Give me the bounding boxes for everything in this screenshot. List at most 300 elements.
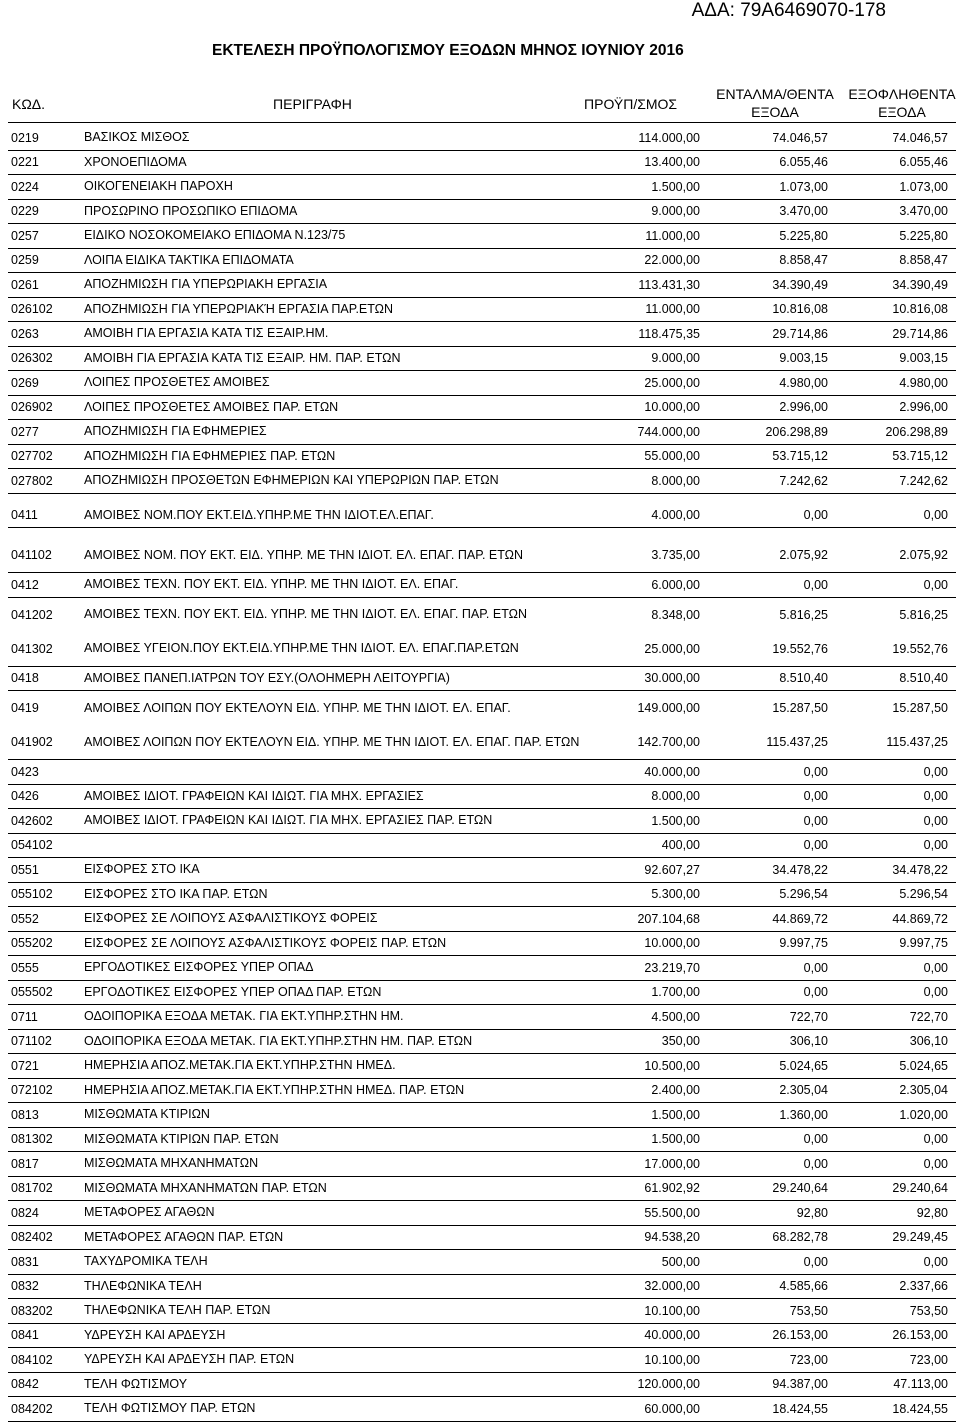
table-row: [8, 931, 956, 956]
row-paid: 0,00: [828, 760, 956, 785]
row-description: ΕΙΣΦΟΡΕΣ ΣΕ ΛΟΙΠΟΥΣ ΑΣΦΑΛΙΣΤΙΚΟΥΣ ΦΟΡΕΙΣ: [78, 907, 600, 932]
row-description: ΧΡΟΝΟΕΠΙΔΟΜΑ: [78, 150, 600, 175]
table-row: [8, 1152, 956, 1177]
row-ordered: 2.996,00: [700, 395, 828, 420]
row-ordered: 4.980,00: [700, 371, 828, 396]
row-budget: 6.000,00: [600, 573, 700, 598]
table-row: [8, 1201, 956, 1226]
header-ordered: [712, 85, 838, 121]
row-spacer: [8, 528, 956, 539]
row-paid: 34.478,22: [828, 858, 956, 883]
page-title: ΕΚΤΕΛΕΣΗ ΠΡΟΫΠΟΛΟΓΙΣΜΟΥ ΕΞΟΔΩΝ ΜΗΝΟΣ ΙΟΥΝΙΟΥ 2016: [212, 42, 684, 59]
row-code: 0263: [8, 322, 78, 347]
row-ordered: 1.073,00: [700, 175, 828, 200]
table-row: [8, 666, 956, 691]
row-paid: 10.816,08: [828, 297, 956, 322]
row-code: 0257: [8, 224, 78, 249]
row-paid: 5.225,80: [828, 224, 956, 249]
table-row: [8, 1250, 956, 1275]
row-description: ΤΗΛΕΦΩΝΙΚΑ ΤΕΛΗ: [78, 1274, 600, 1299]
row-paid: 26.153,00: [828, 1323, 956, 1348]
row-description: ΜΙΣΘΩΜΑΤΑ ΜΗΧΑΝΗΜΑΤΩΝ ΠΑΡ. ΕΤΩΝ: [78, 1176, 600, 1201]
row-code: 0552: [8, 907, 78, 932]
row-budget: 61.902,92: [600, 1176, 700, 1201]
row-paid: 8.510,40: [828, 666, 956, 691]
row-description: ΛΟΙΠΕΣ ΠΡΟΣΘΕΤΕΣ ΑΜΟΙΒΕΣ ΠΑΡ. ΕΤΩΝ: [78, 395, 600, 420]
row-budget: 1.500,00: [600, 1127, 700, 1152]
row-ordered: 1.360,00: [700, 1103, 828, 1128]
row-description: ΜΕΤΑΦΟΡΕΣ ΑΓΑΘΩΝ ΠΑΡ. ΕΤΩΝ: [78, 1225, 600, 1250]
row-description: ΑΜΟΙΒΕΣ ΥΓΕΙΟΝ.ΠΟΥ ΕΚΤ.ΕΙΔ.ΥΠΗΡ.ΜΕ ΤΗΝ ΙΔΙΟΤ. ΕΛ. ΕΠΑΓ.ΠΑΡ.ΕΤΩΝ: [78, 632, 600, 667]
row-budget: 1.500,00: [600, 809, 700, 834]
row-paid: 9.997,75: [828, 931, 956, 956]
row-code: 0551: [8, 858, 78, 883]
row-description: [78, 760, 600, 785]
table-row: [8, 632, 956, 667]
row-code: 0555: [8, 956, 78, 981]
row-description: ΑΜΟΙΒΕΣ ΙΔΙΟΤ. ΓΡΑΦΕΙΩΝ ΚΑΙ ΙΔΙΩΤ. ΓΙΑ ΜΗΧ. ΕΡΓΑΣΙΕΣ ΠΑΡ. ΕΤΩΝ: [78, 809, 600, 834]
row-description: ΤΕΛΗ ΦΩΤΙΣΜΟΥ ΠΑΡ. ΕΤΩΝ: [78, 1397, 600, 1422]
table-row: [8, 980, 956, 1005]
row-ordered: 722,70: [700, 1005, 828, 1030]
row-code: 0711: [8, 1005, 78, 1030]
row-paid: 5.816,25: [899, 607, 948, 622]
header-budget: ΠΡΟΫΠ/ΣΜΟΣ: [584, 96, 678, 112]
row-budget: 10.100,00: [600, 1299, 700, 1324]
header-paid-line1: ΕΞΟΦΛΗΘΕΝΤΑ: [848, 86, 956, 102]
header-ordered-line2: ΕΞΟΔΑ: [751, 104, 799, 120]
row-ordered: 68.282,78: [700, 1225, 828, 1250]
row-paid: 0,00: [828, 809, 956, 834]
row-code: 0817: [8, 1152, 78, 1177]
row-budget: 10.100,00: [600, 1348, 700, 1373]
table-row: [8, 1176, 956, 1201]
table-row: [8, 1054, 956, 1079]
row-budget: 744.000,00: [600, 420, 700, 445]
header-code: ΚΩΔ.: [12, 96, 46, 112]
row-budget: 94.538,20: [600, 1225, 700, 1250]
row-paid: 3.470,00: [828, 199, 956, 224]
document-id: ΑΔΑ: 79Α6469070-178: [691, 0, 886, 21]
row-budget: 92.607,27: [600, 858, 700, 883]
row-budget: 30.000,00: [600, 666, 700, 691]
table-row: [8, 1348, 956, 1373]
row-ordered: 2.075,92: [700, 538, 828, 573]
table-row: [8, 469, 956, 494]
spacer-cell: [8, 493, 956, 504]
row-ordered: 0,00: [700, 784, 828, 809]
row-description: ΒΑΣΙΚΟΣ ΜΙΣΘΟΣ: [78, 126, 600, 150]
row-description: ΑΠΟΖΗΜΙΩΣΗ ΠΡΟΣΘΕΤΩΝ ΕΦΗΜΕΡΙΩΝ ΚΑΙ ΥΠΕΡΩΡΙΩΝ ΠΑΡ. ΕΤΩΝ: [78, 469, 600, 494]
row-budget: 22.000,00: [600, 248, 700, 273]
row-description: ΑΜΟΙΒΕΣ ΝΟΜ.ΠΟΥ ΕΚΤ.ΕΙΔ.ΥΠΗΡ.ΜΕ ΤΗΝ ΙΔΙΟΤ.ΕΛ.ΕΠΑΓ.: [78, 504, 600, 528]
row-paid: 0,00: [828, 1152, 956, 1177]
row-paid: 0,00: [828, 784, 956, 809]
row-paid: 15.287,50: [892, 701, 948, 715]
row-description: ΠΡΟΣΩΡΙΝΟ ΠΡΟΣΩΠΙΚΟ ΕΠΙΔΟΜΑ: [78, 199, 600, 224]
row-ordered: 10.816,08: [700, 297, 828, 322]
row-budget: 25.000,00: [600, 371, 700, 396]
row-description: ΤΗΛΕΦΩΝΙΚΑ ΤΕΛΗ ΠΑΡ. ΕΤΩΝ: [78, 1299, 600, 1324]
row-code: 0426: [8, 784, 78, 809]
row-budget: 5.300,00: [600, 882, 700, 907]
table-header: [8, 85, 958, 121]
row-paid: 0,00: [828, 956, 956, 981]
table-row: [8, 199, 956, 224]
row-paid: 29.249,45: [828, 1225, 956, 1250]
row-code: 0259: [8, 248, 78, 273]
row-spacer: [8, 493, 956, 504]
row-code: 0832: [8, 1274, 78, 1299]
row-description: ΜΙΣΘΩΜΑΤΑ ΜΗΧΑΝΗΜΑΤΩΝ: [78, 1152, 600, 1177]
row-ordered: 0,00: [700, 504, 828, 528]
row-ordered: 0,00: [700, 1152, 828, 1177]
row-description: ΕΡΓΟΔΟΤΙΚΕΣ ΕΙΣΦΟΡΕΣ ΥΠΕΡ ΟΠΑΔ: [78, 956, 600, 981]
row-code: 072102: [8, 1078, 78, 1103]
row-paid: 753,50: [828, 1299, 956, 1324]
row-code: 081302: [8, 1127, 78, 1152]
row-ordered: 9.003,15: [700, 346, 828, 371]
row-budget: 4.000,00: [600, 504, 700, 528]
row-budget: 10.000,00: [600, 931, 700, 956]
row-budget: 32.000,00: [600, 1274, 700, 1299]
row-ordered: 5.225,80: [700, 224, 828, 249]
row-paid: 115.437,25: [828, 725, 956, 760]
row-code: 084102: [8, 1348, 78, 1373]
row-ordered: 19.552,76: [700, 632, 828, 667]
row-description: ΕΙΣΦΟΡΕΣ ΣΤΟ ΙΚΑ ΠΑΡ. ΕΤΩΝ: [78, 882, 600, 907]
row-ordered: 8.858,47: [700, 248, 828, 273]
row-description: ΗΜΕΡΗΣΙΑ ΑΠΟΖ.ΜΕΤΑΚ.ΓΙΑ ΕΚΤ.ΥΠΗΡ.ΣΤΗΝ ΗΜΕΔ.: [78, 1054, 600, 1079]
row-code: 0224: [8, 175, 78, 200]
row-code: 054102: [8, 833, 78, 858]
row-description: ΕΙΣΦΟΡΕΣ ΣΤΟ ΙΚΑ: [78, 858, 600, 883]
table-row: [8, 1103, 956, 1128]
row-description: ΑΜΟΙΒΕΣ ΛΟΙΠΩΝ ΠΟΥ ΕΚΤΕΛΟΥΝ ΕΙΔ. ΥΠΗΡ. ΜΕ ΤΗΝ ΙΔΙΟΤ. ΕΛ. ΕΠΑΓ.: [84, 700, 511, 715]
table-row: [8, 126, 956, 150]
row-ordered: 723,00: [700, 1348, 828, 1373]
row-budget: 55.000,00: [600, 444, 700, 469]
row-budget: 350,00: [600, 1029, 700, 1054]
table-row: [8, 273, 956, 298]
row-code: 0418: [8, 666, 78, 691]
row-budget: 1.700,00: [600, 980, 700, 1005]
row-budget: 10.500,00: [600, 1054, 700, 1079]
table-row: [8, 395, 956, 420]
table-row: [8, 346, 956, 371]
row-description: ΑΜΟΙΒΗ ΓΙΑ ΕΡΓΑΣΙΑ ΚΑΤΑ ΤΙΣ ΕΞΑΙΡ. ΗΜ. ΠΑΡ. ΕΤΩΝ: [78, 346, 600, 371]
row-budget: 8.348,00: [651, 607, 700, 622]
row-ordered: 5.024,65: [700, 1054, 828, 1079]
table-row: [8, 956, 956, 981]
row-ordered: 5.816,25: [779, 607, 828, 622]
table-row: [8, 1029, 956, 1054]
table-row: [8, 175, 956, 200]
expense-table: [8, 126, 956, 1422]
row-code: 026902: [8, 395, 78, 420]
row-description: ΗΜΕΡΗΣΙΑ ΑΠΟΖ.ΜΕΤΑΚ.ΓΙΑ ΕΚΤ.ΥΠΗΡ.ΣΤΗΝ ΗΜΕΔ. ΠΑΡ. ΕΤΩΝ: [78, 1078, 600, 1103]
row-ordered: 74.046,57: [700, 126, 828, 150]
row-description: ΕΙΣΦΟΡΕΣ ΣΕ ΛΟΙΠΟΥΣ ΑΣΦΑΛΙΣΤΙΚΟΥΣ ΦΟΡΕΙΣ ΠΑΡ. ΕΤΩΝ: [78, 931, 600, 956]
row-ordered: 34.478,22: [700, 858, 828, 883]
table-row: [8, 858, 956, 883]
row-budget: 13.400,00: [600, 150, 700, 175]
row-description: ΑΠΟΖΗΜΙΩΣΗ ΓΙΑ ΕΦΗΜΕΡΙΕΣ ΠΑΡ. ΕΤΩΝ: [78, 444, 600, 469]
row-code: 0412: [8, 573, 78, 598]
row-budget: 1.500,00: [600, 175, 700, 200]
row-budget: 25.000,00: [600, 632, 700, 667]
table-row: [8, 1372, 956, 1397]
row-paid: 19.552,76: [828, 632, 956, 667]
row-ordered: 115.437,25: [700, 725, 828, 760]
row-paid: 29.240,64: [828, 1176, 956, 1201]
row-code: 0229: [8, 199, 78, 224]
row-code: 071102: [8, 1029, 78, 1054]
row-ordered: 753,50: [700, 1299, 828, 1324]
row-code: 027702: [8, 444, 78, 469]
row-description: ΟΙΚΟΓΕΝΕΙΑΚΗ ΠΑΡΟΧΗ: [78, 175, 600, 200]
row-paid: 2.305,04: [828, 1078, 956, 1103]
row-paid: 206.298,89: [828, 420, 956, 445]
row-paid: 0,00: [828, 980, 956, 1005]
table-row: [8, 1005, 956, 1030]
row-ordered: 0,00: [700, 809, 828, 834]
row-ordered: 29.240,64: [700, 1176, 828, 1201]
table-row: [8, 833, 956, 858]
row-code: 041102: [8, 538, 78, 573]
row-paid: 2.996,00: [828, 395, 956, 420]
row-ordered: 92,80: [700, 1201, 828, 1226]
row-paid: 1.073,00: [828, 175, 956, 200]
row-code: 055202: [8, 931, 78, 956]
row-budget: 400,00: [600, 833, 700, 858]
row-paid: 723,00: [828, 1348, 956, 1373]
row-paid: 34.390,49: [828, 273, 956, 298]
row-code: 041202: [11, 607, 53, 622]
table-row: [8, 725, 956, 760]
row-paid: 9.003,15: [828, 346, 956, 371]
row-ordered: 15.287,50: [772, 701, 828, 715]
row-ordered: 2.305,04: [700, 1078, 828, 1103]
row-ordered: 206.298,89: [700, 420, 828, 445]
row-ordered: 0,00: [700, 956, 828, 981]
row-paid: 5.296,54: [828, 882, 956, 907]
table-row: [8, 150, 956, 175]
row-code: 0423: [8, 760, 78, 785]
table-row: [8, 691, 956, 726]
row-code: 0219: [8, 126, 78, 150]
row-description: ΕΡΓΟΔΟΤΙΚΕΣ ΕΙΣΦΟΡΕΣ ΥΠΕΡ ΟΠΑΔ ΠΑΡ. ΕΤΩΝ: [78, 980, 600, 1005]
row-description: ΑΠΟΖΗΜΙΩΣΗ ΓΙΑ ΥΠΕΡΩΡΙΑΚΉ ΕΡΓΑΣΙΑ ΠΑΡ.ΕΤΩΝ: [78, 297, 600, 322]
table-row: [8, 504, 956, 528]
row-paid: 6.055,46: [828, 150, 956, 175]
row-description: ΟΔΟΙΠΟΡΙΚΑ ΕΞΟΔΑ ΜΕΤΑΚ. ΓΙΑ ΕΚΤ.ΥΠΗΡ.ΣΤΗΝ ΗΜ. ΠΑΡ. ΕΤΩΝ: [78, 1029, 600, 1054]
row-description: ΥΔΡΕΥΣΗ ΚΑΙ ΑΡΔΕΥΣΗ: [78, 1323, 600, 1348]
row-paid: 0,00: [828, 1250, 956, 1275]
table-row: [8, 444, 956, 469]
header-description: ΠΕΡΙΓΡΑΦΗ: [273, 96, 352, 112]
spacer-cell: [8, 528, 956, 539]
row-code: 041302: [8, 632, 78, 667]
row-code: 0261: [8, 273, 78, 298]
table-row: [8, 538, 956, 573]
row-ordered: 306,10: [700, 1029, 828, 1054]
row-paid: 18.424,55: [828, 1397, 956, 1422]
row-paid: 74.046,57: [828, 126, 956, 150]
row-ordered: 94.387,00: [700, 1372, 828, 1397]
row-code: 042602: [8, 809, 78, 834]
expense-table-body: [8, 126, 956, 1421]
table-row: [8, 224, 956, 249]
table-row: [8, 1078, 956, 1103]
row-budget: 23.219,70: [600, 956, 700, 981]
row-paid: 722,70: [828, 1005, 956, 1030]
table-row: [8, 573, 956, 598]
row-code: 0411: [8, 504, 78, 528]
row-code: 026102: [8, 297, 78, 322]
header-paid-line2: ΕΞΟΔΑ: [878, 104, 926, 120]
table-row: [8, 1225, 956, 1250]
row-budget: 11.000,00: [600, 224, 700, 249]
row-description: ΤΑΧΥΔΡΟΜΙΚΑ ΤΕΛΗ: [78, 1250, 600, 1275]
table-row: [8, 907, 956, 932]
row-budget: 60.000,00: [600, 1397, 700, 1422]
row-paid: 5.024,65: [828, 1054, 956, 1079]
row-code: 0419: [11, 701, 39, 715]
row-ordered: 9.997,75: [700, 931, 828, 956]
row-budget: 11.000,00: [600, 297, 700, 322]
row-description: ΟΔΟΙΠΟΡΙΚΑ ΕΞΟΔΑ ΜΕΤΑΚ. ΓΙΑ ΕΚΤ.ΥΠΗΡ.ΣΤΗΝ ΗΜ.: [78, 1005, 600, 1030]
row-budget: 8.000,00: [600, 469, 700, 494]
row-budget: 3.735,00: [600, 538, 700, 573]
row-ordered: 53.715,12: [700, 444, 828, 469]
row-ordered: 6.055,46: [700, 150, 828, 175]
row-description: ΑΜΟΙΒΕΣ ΛΟΙΠΩΝ ΠΟΥ ΕΚΤΕΛΟΥΝ ΕΙΔ. ΥΠΗΡ. ΜΕ ΤΗΝ ΙΔΙΟΤ. ΕΛ. ΕΠΑΓ. ΠΑΡ. ΕΤΩΝ: [78, 725, 600, 760]
header-ordered-line1: ΕΝΤΑΛΜΑ/ΘΕΝΤΑ: [716, 86, 834, 102]
row-ordered: 0,00: [700, 573, 828, 598]
row-code: 055502: [8, 980, 78, 1005]
table-row: [8, 809, 956, 834]
row-code: 0824: [8, 1201, 78, 1226]
header-paid: [844, 85, 960, 121]
row-budget: 500,00: [600, 1250, 700, 1275]
table-row: [8, 882, 956, 907]
row-description: ΕΙΔΙΚΟ ΝΟΣΟΚΟΜΕΙΑΚΟ ΕΠΙΔΟΜΑ Ν.123/75: [78, 224, 600, 249]
row-code: 083202: [8, 1299, 78, 1324]
row-description: ΤΕΛΗ ΦΩΤΙΣΜΟΥ: [78, 1372, 600, 1397]
row-code: 084202: [8, 1397, 78, 1422]
row-code: 082402: [8, 1225, 78, 1250]
row-paid: 4.980,00: [828, 371, 956, 396]
row-budget: 9.000,00: [600, 199, 700, 224]
row-description: ΜΙΣΘΩΜΑΤΑ ΚΤΙΡΙΩΝ ΠΑΡ. ΕΤΩΝ: [78, 1127, 600, 1152]
row-code: 027802: [8, 469, 78, 494]
row-budget: 2.400,00: [600, 1078, 700, 1103]
table-row: [8, 420, 956, 445]
header-divider: [8, 122, 956, 123]
row-budget: 17.000,00: [600, 1152, 700, 1177]
row-paid: 0,00: [828, 573, 956, 598]
row-ordered: 3.470,00: [700, 199, 828, 224]
table-row: [8, 784, 956, 809]
row-paid: 0,00: [828, 504, 956, 528]
row-code: 0831: [8, 1250, 78, 1275]
row-paid: 47.113,00: [828, 1372, 956, 1397]
row-description: ΑΠΟΖΗΜΙΩΣΗ ΓΙΑ ΥΠΕΡΩΡΙΑΚΗ ΕΡΓΑΣΙΑ: [78, 273, 600, 298]
row-ordered: 4.585,66: [700, 1274, 828, 1299]
row-paid: 92,80: [828, 1201, 956, 1226]
row-code: 0842: [8, 1372, 78, 1397]
table-row: [8, 248, 956, 273]
row-budget: 114.000,00: [600, 126, 700, 150]
row-budget: 1.500,00: [600, 1103, 700, 1128]
row-budget: 118.475,35: [600, 322, 700, 347]
row-description: ΜΙΣΘΩΜΑΤΑ ΚΤΙΡΙΩΝ: [78, 1103, 600, 1128]
table-row: [8, 1274, 956, 1299]
table-row: [8, 597, 956, 632]
table-row: [8, 760, 956, 785]
row-budget: 40.000,00: [600, 1323, 700, 1348]
row-ordered: 26.153,00: [700, 1323, 828, 1348]
row-ordered: 0,00: [700, 980, 828, 1005]
row-ordered: 7.242,62: [700, 469, 828, 494]
row-code: 0269: [8, 371, 78, 396]
row-ordered: 0,00: [700, 760, 828, 785]
row-code: 0841: [8, 1323, 78, 1348]
row-ordered: 18.424,55: [700, 1397, 828, 1422]
row-ordered: 8.510,40: [700, 666, 828, 691]
row-paid: 53.715,12: [828, 444, 956, 469]
row-paid: 1.020,00: [828, 1103, 956, 1128]
table-row: [8, 371, 956, 396]
row-paid: 44.869,72: [828, 907, 956, 932]
row-description: ΛΟΙΠΑ ΕΙΔΙΚΑ ΤΑΚΤΙΚΑ ΕΠΙΔΟΜΑΤΑ: [78, 248, 600, 273]
table-row: [8, 297, 956, 322]
row-description: ΥΔΡΕΥΣΗ ΚΑΙ ΑΡΔΕΥΣΗ ΠΑΡ. ΕΤΩΝ: [78, 1348, 600, 1373]
row-paid: 2.337,66: [828, 1274, 956, 1299]
row-code: 026302: [8, 346, 78, 371]
row-description: ΛΟΙΠΕΣ ΠΡΟΣΘΕΤΕΣ ΑΜΟΙΒΕΣ: [78, 371, 600, 396]
row-budget: 4.500,00: [600, 1005, 700, 1030]
table-row: [8, 1299, 956, 1324]
row-budget: 55.500,00: [600, 1201, 700, 1226]
row-budget: 142.700,00: [600, 725, 700, 760]
table-row: [8, 1323, 956, 1348]
row-ordered: 44.869,72: [700, 907, 828, 932]
row-paid: 7.242,62: [828, 469, 956, 494]
row-ordered: 5.296,54: [700, 882, 828, 907]
row-description: ΑΜΟΙΒΕΣ ΤΕΧΝ. ΠΟΥ ΕΚΤ. ΕΙΔ. ΥΠΗΡ. ΜΕ ΤΗΝ ΙΔΙΟΤ. ΕΛ. ΕΠΑΓ. ΠΑΡ. ΕΤΩΝ: [84, 607, 527, 621]
row-description: ΑΜΟΙΒΕΣ ΙΔΙΟΤ. ΓΡΑΦΕΙΩΝ ΚΑΙ ΙΔΙΩΤ. ΓΙΑ ΜΗΧ. ΕΡΓΑΣΙΕΣ: [78, 784, 600, 809]
row-ordered: 0,00: [700, 1127, 828, 1152]
row-paid: 0,00: [828, 833, 956, 858]
row-description: ΑΠΟΖΗΜΙΩΣΗ ΓΙΑ ΕΦΗΜΕΡΙΕΣ: [78, 420, 600, 445]
row-code: 0721: [8, 1054, 78, 1079]
row-code: 0813: [8, 1103, 78, 1128]
row-ordered: 29.714,86: [700, 322, 828, 347]
row-description: ΑΜΟΙΒΕΣ ΤΕΧΝ. ΠΟΥ ΕΚΤ. ΕΙΔ. ΥΠΗΡ. ΜΕ ΤΗΝ ΙΔΙΟΤ. ΕΛ. ΕΠΑΓ.: [78, 573, 600, 598]
row-description: ΑΜΟΙΒΕΣ ΠΑΝΕΠ.ΙΑΤΡΩΝ ΤΟΥ ΕΣΥ.(ΟΛΟΗΜΕΡΗ ΛΕΙΤΟΥΡΓΙΑ): [78, 666, 600, 691]
table-row: [8, 322, 956, 347]
row-ordered: 0,00: [700, 833, 828, 858]
row-budget: 40.000,00: [600, 760, 700, 785]
row-code: 0277: [8, 420, 78, 445]
row-ordered: 34.390,49: [700, 273, 828, 298]
row-paid: 8.858,47: [828, 248, 956, 273]
row-budget: 8.000,00: [600, 784, 700, 809]
row-description: ΜΕΤΑΦΟΡΕΣ ΑΓΑΘΩΝ: [78, 1201, 600, 1226]
row-ordered: 0,00: [700, 1250, 828, 1275]
